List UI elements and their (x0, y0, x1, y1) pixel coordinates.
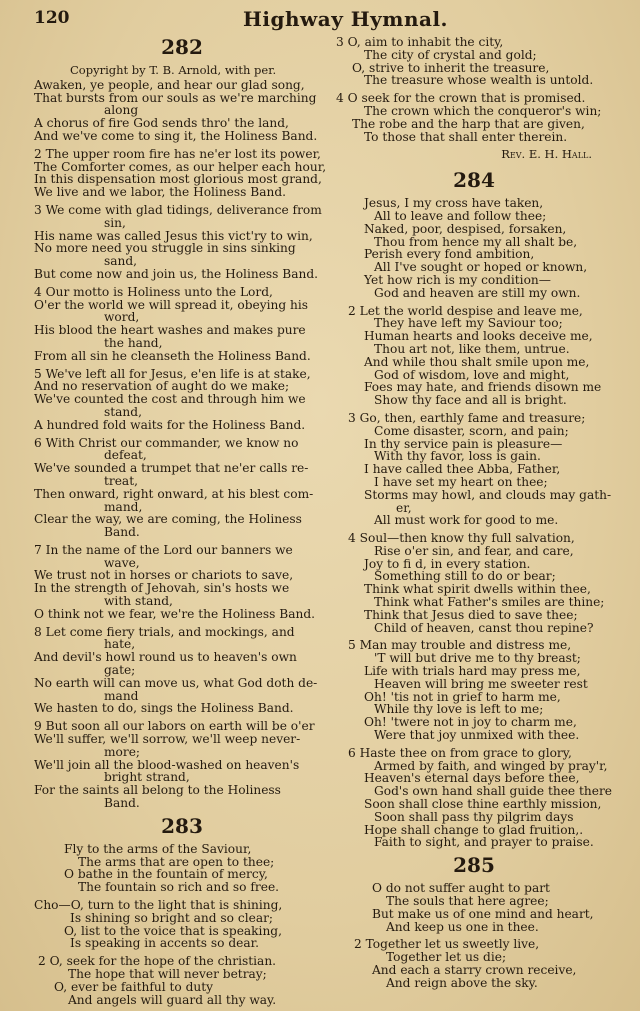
verse-line: And angels will guard all thy way. (68, 992, 277, 1007)
verse (34, 286, 330, 363)
verse-line: And keep us one in thee. (386, 919, 539, 934)
verse-line: 2 Together let us sweetly live, (354, 937, 540, 952)
verse-line: 2 O, seek for the hope of the christian. (38, 954, 277, 969)
verse-line: 3 We come with glad tidings, deliverance from (34, 202, 322, 217)
verse-line: And each a starry crown receive, (372, 963, 577, 977)
verse (336, 747, 612, 849)
verse-line: We'll suffer, we'll sorrow, we'll weep never- (34, 732, 301, 747)
verse (336, 305, 612, 407)
verse-line: treat, (104, 473, 138, 488)
verse-line: To those that shall enter therein. (364, 129, 568, 144)
verse-line: And devil's howl round us to heaven's own (34, 650, 297, 665)
copyright-line: Copyright by T. B. Arnold, with per. (70, 63, 277, 77)
verse-line: We trust not in horses or chariots to save, (34, 568, 294, 583)
verse-line: And while thou shalt smile upon me, (364, 354, 590, 369)
verse-line: defeat, (104, 448, 147, 463)
verse-line: 5 Man may trouble and distress me, (348, 638, 572, 653)
verse-line: Soon shall close thine earthly mission, (364, 797, 602, 812)
hymn-number: 284 (453, 168, 495, 193)
verse-line: For the saints all belong to the Holiness (34, 783, 281, 798)
verse-line: While thy love is left to me; (374, 702, 544, 717)
page-header (34, 8, 594, 30)
verse-line: All must work for good to me. (374, 513, 559, 528)
verse-line: In the strength of Jehovah, sin's hosts we (34, 581, 290, 596)
verse-line: Band. (104, 796, 140, 811)
verse (34, 79, 330, 143)
verse-line: Think what Father's smiles are thine; (374, 595, 605, 610)
verse-line: The robe and the harp that are given, (352, 116, 585, 131)
left-column (34, 36, 330, 1011)
verse-line: 3 O, aim to inhabit the city, (336, 35, 504, 49)
verse (34, 148, 330, 199)
verse-line: All to leave and follow thee; (374, 208, 547, 223)
verse-line: 4 Our motto is Holiness unto the Lord, (34, 284, 273, 299)
verse-line: God of wisdom, love and might, (374, 367, 570, 382)
verse (336, 92, 612, 143)
verse-line: Jesus, I my cross have taken, (364, 196, 544, 211)
verse-line: Yet how rich is my condition— (364, 272, 551, 287)
verse-line: Armed by faith, and winged by pray'r, (374, 758, 608, 773)
verse-line: A chorus of fire God sends thro' the land, (34, 116, 289, 131)
verse (34, 626, 330, 716)
verse-line: And we've come to sing it, the Holiness Band. (34, 128, 318, 143)
verse-line: Is speaking in accents so dear. (70, 936, 260, 951)
verse-line: The souls that here agree; (386, 894, 549, 909)
verse-line: No earth will can move us, what God doth de- (34, 675, 318, 690)
verse-line: His blood the heart washes and makes pure (34, 323, 306, 338)
verse-line: Clear the way, we are coming, the Holiness (34, 512, 302, 527)
running-title: Highway Hymnal. (243, 7, 449, 31)
verse-line: The hope that will never betray; (68, 967, 267, 981)
verse-line: Joy to fi d, in every station. (364, 556, 531, 571)
verse-line: Cho—O, turn to the light that is shining, (34, 898, 283, 913)
verse-line: And no reservation of aught do we make; (34, 379, 290, 394)
verse-line: Is shining so bright and so clear; (70, 910, 274, 925)
verse-line: more; (104, 744, 141, 759)
verse (34, 544, 330, 621)
verse (34, 955, 330, 1006)
verse-line: mand, (104, 499, 143, 514)
verse-line: O bathe in the fountain of mercy, (64, 867, 268, 882)
verse-line: But make us of one mind and heart, (372, 906, 594, 921)
hymn-number: 282 (161, 35, 203, 59)
verse-line: 2 The upper room fire has ne'er lost its power, (34, 146, 321, 161)
verse-line: 8 Let come fiery trials, and mockings, and (34, 624, 295, 639)
verse-line: But come now and join us, the Holiness Band. (34, 266, 319, 281)
verse-line: Soon shall pass thy pilgrim days (374, 809, 574, 824)
verse-line: With thy favor, loss is gain. (374, 449, 541, 464)
verse-line: We'll join all the blood-washed on heaven's (34, 757, 300, 772)
verse-line: I have set my heart on thee; (374, 474, 548, 489)
verse (336, 36, 612, 87)
verse-line: Awaken, ye people, and hear our glad song, (34, 77, 305, 92)
verse-line: We've counted the cost and through him we (34, 392, 306, 407)
verse-line: Heaven will bring me sweeter rest (374, 676, 588, 691)
verse-line: 2 Let the world despise and leave me, (348, 303, 583, 318)
verse (336, 532, 612, 634)
verse-line: Band. (104, 525, 140, 540)
verse-line: That bursts from our souls as we're marching (34, 90, 317, 105)
verse-line: The city of crystal and gold; (364, 47, 537, 62)
verse-line: wave, (104, 555, 140, 570)
verse-line: In this dispensation most glorious most grand, (34, 172, 322, 187)
chorus (34, 899, 330, 950)
verse-line: Life with trials hard may press me, (364, 664, 581, 679)
verse-line: All I've sought or hoped or known, (374, 260, 588, 275)
verse-line: Thou from hence my all shalt be, (374, 234, 578, 249)
verse (34, 720, 330, 810)
verse-line: Child of heaven, canst thou repine? (374, 620, 594, 635)
verse-line: God and heaven are still my own. (374, 285, 581, 300)
verse (34, 843, 330, 894)
verse-line: O, ever be faithful to duty (54, 979, 214, 994)
page-number: 120 (34, 8, 70, 28)
hymn-number: 283 (161, 813, 203, 838)
verse-line: O, list to the voice that is speaking, (64, 923, 282, 938)
verse-line: Foes may hate, and friends disown me (364, 380, 602, 395)
verse-line: No more need you struggle in sins sinking (34, 241, 296, 256)
verse (34, 204, 330, 281)
verse-line: The treasure whose wealth is untold. (364, 73, 594, 88)
verse (336, 938, 612, 989)
verse-line: In thy service pain is pleasure— (364, 436, 563, 451)
verse-line: The crown which the conqueror's win; (364, 103, 602, 118)
verse-line: 'T will but drive me to thy breast; (374, 651, 581, 666)
verse-line: Faith to sight, and prayer to praise. (374, 835, 594, 850)
verse-line: O'er the world we will spread it, obeying his (34, 297, 309, 312)
verse-line: Come disaster, scorn, and pain; (374, 423, 569, 438)
verse-line: stand, (104, 404, 142, 419)
verse-line: We live and we labor, the Holiness Band. (34, 185, 287, 200)
verse-line: 9 But soon all our labors on earth will be o'er (34, 719, 315, 734)
verse-line: I have called thee Abba, Father, (364, 462, 561, 477)
verse-line: Fly to the arms of the Saviour, (64, 841, 252, 856)
verse-line: er, (396, 500, 412, 515)
verse-line: Thou art not, like them, untrue. (374, 341, 570, 356)
verse-line: O do not suffer aught to part (372, 881, 550, 896)
verse-line: sin, (104, 215, 126, 230)
verse-line: 3 Go, then, earthly fame and treasure; (348, 410, 586, 425)
verse-line: bright strand, (104, 770, 190, 785)
verse-line: Then onward, right onward, at his blest com- (34, 486, 314, 501)
hymn-number: 285 (453, 853, 495, 878)
verse-line: Perish every fond ambition, (364, 247, 535, 262)
verse-line: And reign above the sky. (386, 975, 538, 990)
verse-line: Together let us die; (386, 950, 507, 965)
verse-line: Heaven's eternal days before thee, (364, 771, 580, 786)
right-column (336, 36, 612, 995)
author-attribution: Rev. E. H. Hall. (501, 147, 592, 162)
verse-line: Something still to do or bear; (374, 569, 556, 584)
verse-line: sand, (104, 254, 138, 269)
verse-line: 5 We've left all for Jesus, e'en life is at stake, (34, 366, 311, 381)
verse-line: The fountain so rich and so free. (78, 880, 280, 895)
verse-line: Show thy face and all is bright. (374, 393, 567, 408)
verse-line: hate, (104, 637, 136, 652)
verse-line: 6 With Christ our commander, we know no (34, 435, 299, 450)
verse-line: Naked, poor, despised, forsaken, (364, 221, 567, 236)
verse-line: 7 In the name of the Lord our banners we (34, 542, 293, 557)
verse (336, 639, 612, 741)
verse-line: The Comforter comes, as our helper each hour, (34, 159, 327, 174)
verse-line: From all sin he cleanseth the Holiness Band. (34, 348, 311, 363)
verse-line: Oh! 'tis not in grief to harm me, (364, 689, 561, 704)
verse (336, 197, 612, 299)
verse (336, 412, 612, 527)
verse-line: We've sounded a trumpet that ne'er calls re- (34, 461, 309, 476)
verse-line: 6 Haste thee on from grace to glory, (348, 745, 572, 760)
verse-line: The arms that are open to thee; (78, 854, 275, 869)
verse-line: Storms may howl, and clouds may gath- (364, 487, 612, 502)
verse-line: word, (104, 310, 140, 325)
verse-line: 4 Soul—then know thy full salvation, (348, 531, 575, 546)
verse-line: Rise o'er sin, and fear, and care, (374, 543, 574, 558)
verse-line: gate; (104, 663, 136, 678)
verse (34, 437, 330, 539)
verse-line: Hope shall change to glad fruition,. (364, 822, 584, 837)
verse-line: God's own hand shall guide thee there (374, 784, 613, 799)
verse-line: along (104, 103, 139, 118)
verse-line: Oh! 'twere not in joy to charm me, (364, 715, 577, 730)
verse-line: O think not we fear, we're the Holiness Band. (34, 606, 316, 621)
verse-line: We hasten to do, sings the Holiness Band. (34, 701, 294, 716)
verse-line: mand (104, 688, 139, 703)
verse-line: Human hearts and looks deceive me, (364, 329, 593, 344)
verse-line: the hand, (104, 335, 163, 350)
verse-line: Were that joy unmixed with thee. (374, 728, 580, 743)
verse-line: 4 O seek for the crown that is promised. (336, 91, 586, 106)
verse-line: with stand, (104, 594, 173, 609)
verse-line: His name was called Jesus this vict'ry to win, (34, 228, 313, 243)
verse-line: Think what spirit dwells within thee, (364, 582, 591, 597)
verse (34, 368, 330, 432)
verse-line: They have left my Saviour too; (374, 316, 563, 331)
verse-line: A hundred fold waits for the Holiness Band. (34, 417, 306, 432)
verse-line: Think that Jesus died to save thee; (364, 607, 578, 622)
verse (336, 882, 612, 933)
verse-line: O, strive to inherit the treasure, (352, 60, 550, 75)
